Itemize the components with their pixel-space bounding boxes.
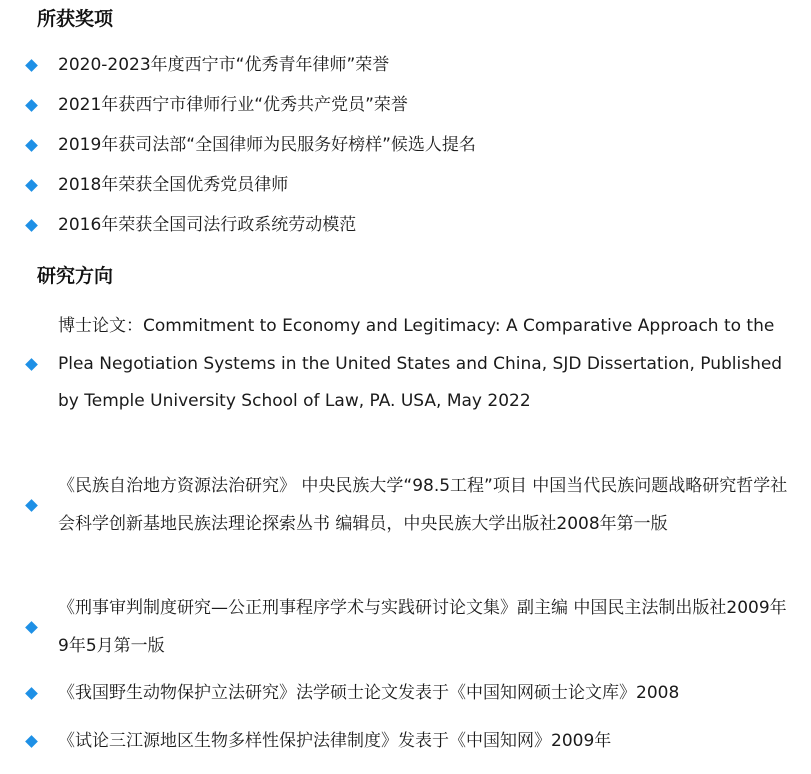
diamond-bullet-icon (25, 179, 38, 192)
diamond-bullet-icon (25, 358, 38, 371)
award-list-item (25, 53, 795, 77)
research-section-title: 研究方向 (37, 265, 114, 287)
award-text: 2019年获司法部“全国律师为民服务好榜样”候选人提名 (58, 135, 476, 155)
diamond-bullet-icon (25, 139, 38, 152)
award-list-item (25, 93, 795, 117)
research-list-item (25, 468, 795, 543)
research-list-item (25, 308, 795, 421)
award-text: 2021年获西宁市律师行业“优秀共产党员”荣誉 (58, 95, 408, 115)
diamond-bullet-icon (25, 621, 38, 634)
research-text: 博士论文：Commitment to Economy and Legitimacy: A Comparative Approach to the Plea Negotiation Systems in the United States and China, SJD Dissertation, Published by Temple University School of Law, PA. USA, May 2022 (58, 316, 783, 411)
research-list-item (25, 681, 795, 705)
award-list-item (25, 173, 795, 197)
award-text: 2016年荣获全国司法行政系统劳动模范 (58, 215, 357, 235)
awards-section-title: 所获奖项 (37, 8, 114, 30)
research-text: 《试论三江源地区生物多样性保护法律制度》发表于《中国知网》2009年 (58, 731, 612, 751)
diamond-bullet-icon (25, 499, 38, 512)
diamond-bullet-icon (25, 687, 38, 700)
award-list-item (25, 133, 795, 157)
research-list-item (25, 729, 795, 753)
diamond-bullet-icon (25, 59, 38, 72)
research-text: 《我国野生动物保护立法研究》法学硕士论文发表于《中国知网硕士论文库》2008 (58, 683, 680, 703)
research-text: 《刑事审判制度研究—公正刑事程序学术与实践研讨论文集》副主编 中国民主法制出版社2009年9年5月第一版 (58, 598, 787, 656)
diamond-bullet-icon (25, 219, 38, 232)
research-text: 《民族自治地方资源法治研究》 中央民族大学“98.5工程”项目 中国当代民族问题战略研究哲学社会科学创新基地民族法理论探索丛书 编辑员，中央民族大学出版社2008年第一版 (58, 476, 788, 534)
award-list-item (25, 213, 795, 237)
research-list-item (25, 590, 795, 665)
award-text: 2020-2023年度西宁市“优秀青年律师”荣誉 (58, 55, 390, 75)
diamond-bullet-icon (25, 735, 38, 748)
award-text: 2018年荣获全国优秀党员律师 (58, 175, 289, 195)
diamond-bullet-icon (25, 99, 38, 112)
